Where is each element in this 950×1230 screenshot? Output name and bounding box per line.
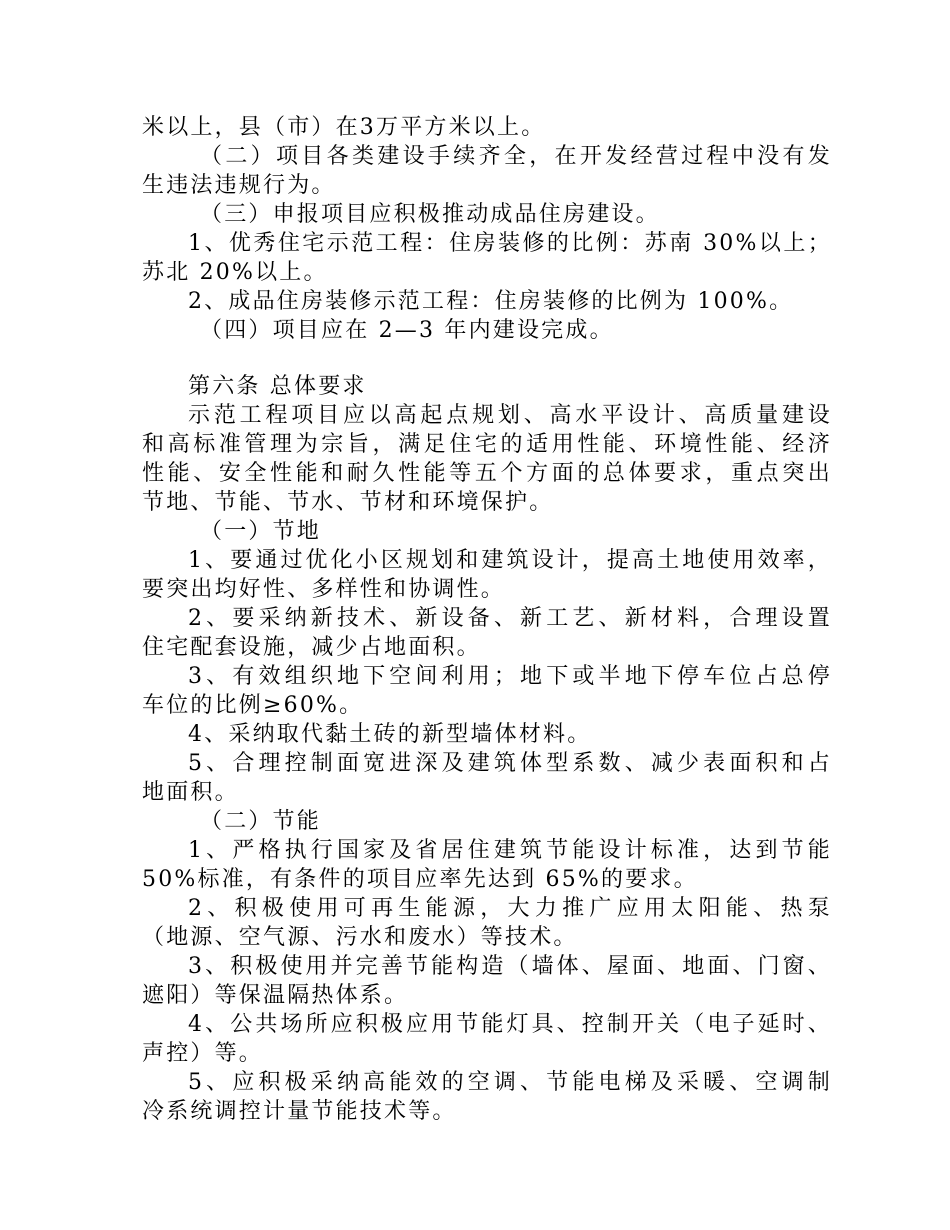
text-line: 性能、安全性能和耐久性能等五个方面的总体要求，重点突出 xyxy=(142,461,832,486)
text-line: 1、要通过优化小区规划和建筑设计，提高土地使用效率， xyxy=(188,548,832,573)
text-line: 生违法违规行为。 xyxy=(142,173,336,198)
text-line: 1、优秀住宅示范工程：住房装修的比例：苏南 30%以上； xyxy=(188,231,832,256)
text-line: 2、成品住房装修示范工程：住房装修的比例为 100%。 xyxy=(188,289,794,314)
text-line: 米以上，县（市）在3万平方米以上。 xyxy=(142,115,546,140)
subsection-heading: （二）节能 xyxy=(200,809,322,834)
text-line: 5、应积极采纳高能效的空调、节能电梯及采暖、空调制 xyxy=(188,1070,832,1095)
text-line: 2、积极使用可再生能源，大力推广应用太阳能、热泵 xyxy=(188,896,832,921)
text-line: 住宅配套设施，减少占地面积。 xyxy=(142,635,481,660)
text-line: 4、公共场所应积极应用节能灯具、控制开关（电子延时、 xyxy=(188,1012,832,1037)
text-line: （四）项目应在 2—3 年内建设完成。 xyxy=(200,318,614,343)
text-line: 1、严格执行国家及省居住建筑节能设计标准，达到节能 xyxy=(188,838,832,863)
text-line: 苏北 20%以上。 xyxy=(142,260,328,285)
text-line: 车位的比例≥60%。 xyxy=(142,693,364,718)
text-line: （三）申报项目应积极推动成品住房建设。 xyxy=(200,202,660,227)
text-line: 要突出均好性、多样性和协调性。 xyxy=(142,577,506,602)
text-line: 50%标准，有条件的项目应率先达到 65%的要求。 xyxy=(142,867,698,892)
text-line: 4、采纳取代黏土砖的新型墙体材料。 xyxy=(188,722,592,747)
text-line: 2、要采纳新技术、新设备、新工艺、新材料，合理设置 xyxy=(188,606,832,631)
text-line: 节地、节能、节水、节材和环境保护。 xyxy=(142,490,554,515)
subsection-heading: （一）节地 xyxy=(200,519,322,544)
text-line: （二）项目各类建设手续齐全，在开发经营过程中没有发 xyxy=(200,144,832,169)
text-line: 遮阳）等保温隔热体系。 xyxy=(142,983,409,1008)
section-heading: 第六条 总体要求 xyxy=(188,374,367,399)
text-line: 3、有效组织地下空间利用；地下或半地下停车位占总停 xyxy=(188,664,832,689)
text-line: 声控）等。 xyxy=(142,1041,264,1066)
text-line: （地源、空气源、污水和废水）等技术。 xyxy=(142,925,578,950)
text-line: 冷系统调控计量节能技术等。 xyxy=(142,1099,457,1124)
text-line: 和高标准管理为宗旨，满足住宅的适用性能、环境性能、经济 xyxy=(142,432,832,457)
text-line: 示范工程项目应以高起点规划、高水平设计、高质量建设 xyxy=(188,403,832,428)
text-line: 3、积极使用并完善节能构造（墙体、屋面、地面、门窗、 xyxy=(188,954,832,979)
text-line: 5、合理控制面宽进深及建筑体型系数、减少表面积和占 xyxy=(188,751,832,776)
text-line: 地面积。 xyxy=(142,780,239,805)
